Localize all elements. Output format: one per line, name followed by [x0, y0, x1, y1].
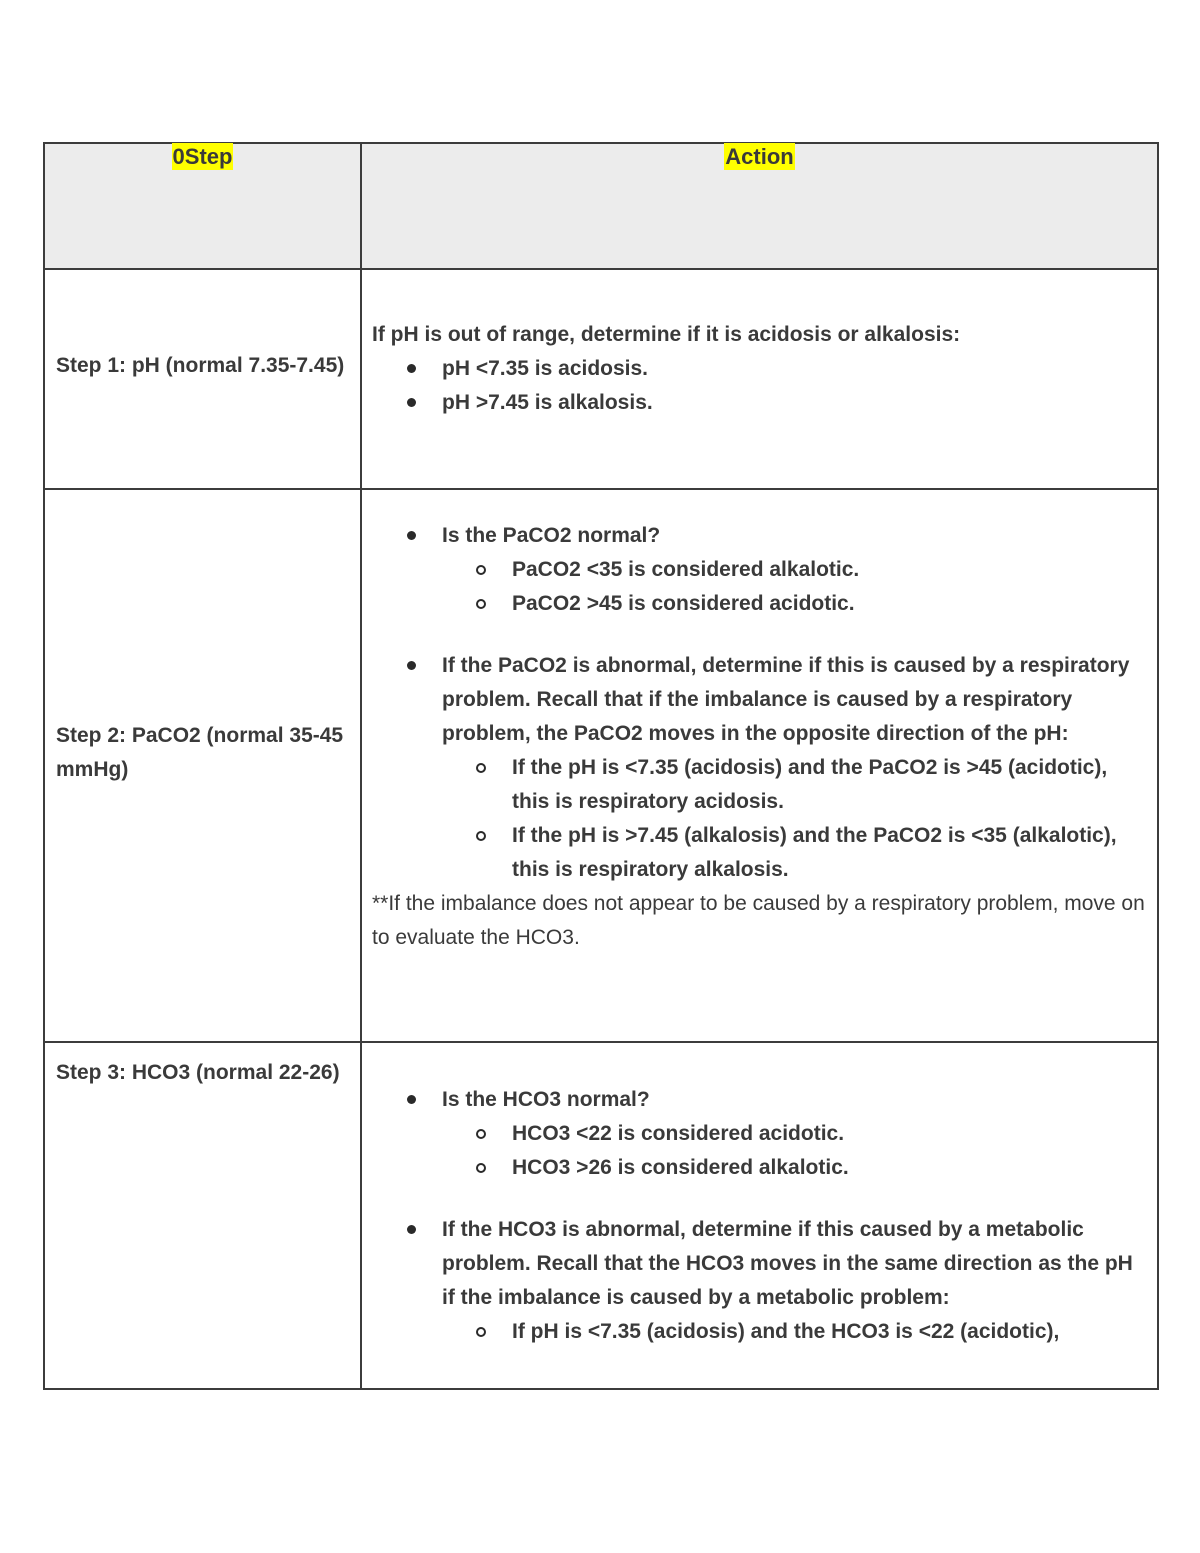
table-row — [44, 1042, 1158, 1389]
sub-bullet-list — [442, 553, 1145, 621]
sub-list-item: If the pH is <7.35 (acidosis) and the PaCO2 is >45 (acidotic), this is respiratory acidosis. — [512, 751, 1145, 819]
abg-steps-table — [43, 142, 1159, 1390]
header-action-label: Action — [725, 144, 794, 169]
list-item — [442, 1213, 1145, 1349]
list-item: pH <7.35 is acidosis. — [442, 352, 1145, 386]
sub-list-item: If the pH is >7.45 (alkalosis) and the PaCO2 is <35 (alkalotic), this is respiratory alkalosis. — [512, 819, 1145, 887]
table-header-row — [44, 143, 1158, 269]
action-cell — [361, 269, 1158, 489]
sub-list-item: PaCO2 >45 is considered acidotic. — [512, 587, 1145, 621]
step-cell — [44, 1042, 361, 1389]
header-step-label: 0Step — [172, 144, 233, 169]
sub-bullet-list — [442, 751, 1145, 887]
sub-bullet-list — [442, 1117, 1145, 1185]
bullet-text: If the PaCO2 is abnormal, determine if this is caused by a respiratory problem. Recall that if the imbalance is caused by a respiratory problem, the PaCO2 moves in the opposite direction of the pH: — [442, 654, 1130, 745]
step-cell — [44, 269, 361, 489]
sub-list-item: HCO3 >26 is considered alkalotic. — [512, 1151, 1145, 1185]
action-cell — [361, 489, 1158, 1042]
bullet-text: Is the HCO3 normal? — [442, 1088, 650, 1111]
sub-list-item: PaCO2 <35 is considered alkalotic. — [512, 553, 1145, 587]
list-item — [442, 519, 1145, 621]
table-row — [44, 269, 1158, 489]
list-item — [442, 649, 1145, 887]
header-step-cell — [44, 143, 361, 269]
table-row — [44, 489, 1158, 1042]
list-item — [442, 1083, 1145, 1185]
action-intro: If pH is out of range, determine if it is acidosis or alkalosis: — [372, 323, 961, 346]
bullet-list — [372, 519, 1145, 887]
note-text: **If the imbalance does not appear to be caused by a respiratory problem, move on to evaluate the HCO3. — [372, 892, 1145, 949]
step-cell — [44, 489, 361, 1042]
sub-bullet-list — [442, 1315, 1145, 1349]
bullet-text: Is the PaCO2 normal? — [442, 524, 661, 547]
sub-list-item: HCO3 <22 is considered acidotic. — [512, 1117, 1145, 1151]
step-label: Step 3: HCO3 (normal 22-26) — [56, 1061, 340, 1084]
sub-list-item: If pH is <7.35 (acidosis) and the HCO3 is <22 (acidotic), — [512, 1315, 1145, 1349]
header-action-cell — [361, 143, 1158, 269]
bullet-list — [372, 1083, 1145, 1349]
step-label: Step 1: pH (normal 7.35-7.45) — [56, 354, 345, 377]
bullet-list — [372, 352, 1145, 420]
step-label: Step 2: PaCO2 (normal 35-45 mmHg) — [56, 724, 344, 781]
list-item: pH >7.45 is alkalosis. — [442, 386, 1145, 420]
bullet-text: If the HCO3 is abnormal, determine if this caused by a metabolic problem. Recall that the HCO3 moves in the same direction as the pH if the imbalance is caused by a metabolic problem: — [442, 1218, 1133, 1309]
action-cell — [361, 1042, 1158, 1389]
